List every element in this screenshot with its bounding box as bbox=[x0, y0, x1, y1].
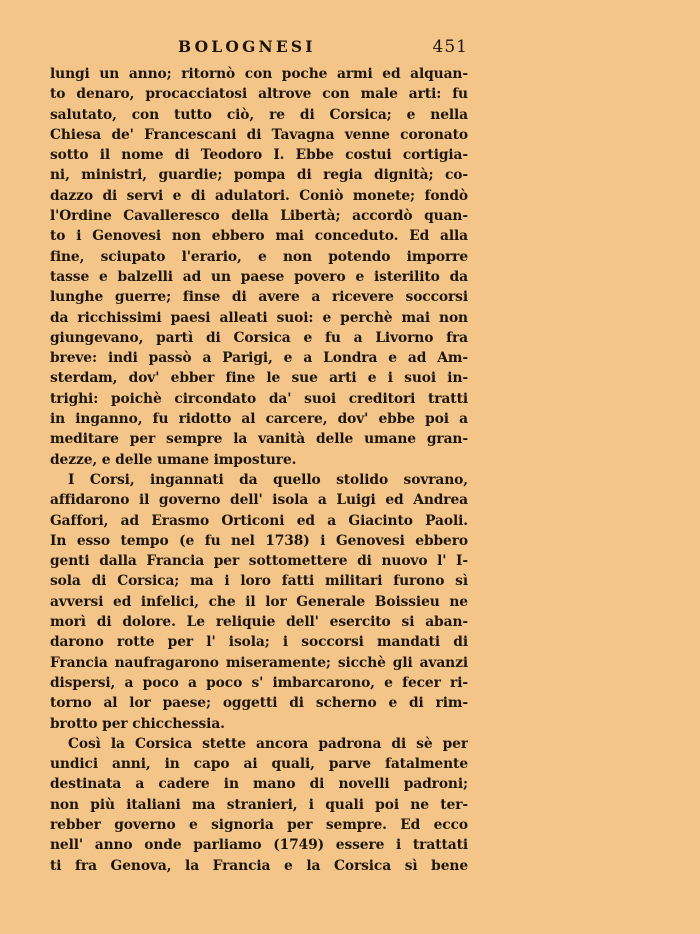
text-line: sterdam, dov' ebber fine le sue arti e i suoi in- bbox=[50, 370, 468, 387]
text-line: breve: indi passò a Parigi, e a Londra e ad Am- bbox=[50, 350, 468, 367]
paragraph bbox=[50, 470, 468, 734]
text-line: salutato, con tutto ciò, re di Corsica; e nella bbox=[50, 106, 468, 123]
page-number: 451 bbox=[432, 37, 468, 57]
text-line: I Corsi, ingannati da quello stolido sovrano, bbox=[68, 471, 468, 488]
text-line: dezze, e delle umane imposture. bbox=[50, 451, 297, 468]
text-line: dazzo di servi e di adulatori. Coniò monete; fondò bbox=[50, 187, 468, 204]
text-line: da ricchissimi paesi alleati suoi: e perchè mai non bbox=[50, 309, 468, 326]
text-line: giungevano, partì di Corsica e fu a Livorno fra bbox=[50, 329, 468, 346]
text-line: undici anni, in capo ai quali, parve fatalmente bbox=[50, 756, 468, 773]
text-line: avversi ed infelici, che il lor Generale Boissieu ne bbox=[50, 593, 468, 610]
text-line: to i Genovesi non ebbero mai conceduto. Ed alla bbox=[50, 228, 468, 245]
text-line: genti dalla Francia per sottomettere di nuovo l' I- bbox=[50, 553, 468, 570]
text-line: sola di Corsica; ma i loro fatti militari furono sì bbox=[50, 573, 468, 590]
running-head bbox=[50, 36, 468, 58]
text-line: l'Ordine Cavalleresco della Libertà; accordò quan- bbox=[50, 208, 468, 225]
text-line: rebber governo e signoria per sempre. Ed ecco bbox=[50, 816, 468, 833]
text-line: non più italiani ma stranieri, i quali poi ne ter- bbox=[50, 796, 468, 813]
text-line: in inganno, fu ridotto al carcere, dov' ebbe poi a bbox=[50, 411, 468, 428]
text-line: Francia naufragarono miseramente; sicchè gli avanzi bbox=[50, 654, 468, 671]
paragraph bbox=[50, 734, 468, 876]
text-line: ni, ministri, guardie; pompa di regia dignità; co- bbox=[50, 167, 468, 184]
text-line: dispersi, a poco a poco s' imbarcarono, e fecer ri- bbox=[50, 674, 468, 691]
text-line: morì di dolore. Le reliquie dell' esercito si aban- bbox=[50, 614, 468, 631]
text-line: affidarono il governo dell' isola a Luigi ed Andrea bbox=[50, 492, 468, 509]
running-title: BOLOGNESI bbox=[178, 37, 316, 56]
body-text bbox=[50, 64, 468, 876]
text-line: ti fra Genova, la Francia e la Corsica sì bene bbox=[50, 857, 468, 874]
text-line: lunghe guerre; finse di avere a ricevere soccorsi bbox=[50, 289, 468, 306]
text-line: lungi un anno; ritornò con poche armi ed alquan- bbox=[50, 66, 468, 82]
text-line: tasse e balzelli ad un paese povero e isterilito da bbox=[50, 268, 468, 285]
text-line: Chiesa de' Francescani di Tavagna venne coronato bbox=[50, 126, 468, 143]
text-line: darono rotte per l' isola; i soccorsi mandati di bbox=[50, 634, 468, 651]
text-line: In esso tempo (e fu nel 1738) i Genovesi ebbero bbox=[50, 532, 468, 549]
text-line: torno al lor paese; oggetti di scherno e di rim- bbox=[50, 695, 468, 712]
text-line: sotto il nome di Teodoro I. Ebbe costui cortigia- bbox=[50, 147, 468, 164]
text-line: fine, sciupato l'erario, e non potendo imporre bbox=[50, 248, 468, 265]
text-line: destinata a cadere in mano di novelli padroni; bbox=[50, 776, 468, 793]
text-line: brotto per chicchessia. bbox=[50, 715, 225, 732]
text-line: trighi: poichè circondato da' suoi creditori tratti bbox=[50, 390, 468, 407]
text-line: Gaffori, ad Erasmo Orticoni ed a Giacinto Paoli. bbox=[50, 512, 468, 529]
text-line: nell' anno onde parliamo (1749) essere i trattati bbox=[50, 837, 468, 854]
text-line: Così la Corsica stette ancora padrona di sè per bbox=[68, 735, 468, 752]
text-line: meditare per sempre la vanità delle umane gran- bbox=[50, 431, 468, 448]
text-line: to denaro, procacciatosi altrove con male arti: fu bbox=[50, 86, 468, 103]
paragraph bbox=[50, 64, 468, 470]
